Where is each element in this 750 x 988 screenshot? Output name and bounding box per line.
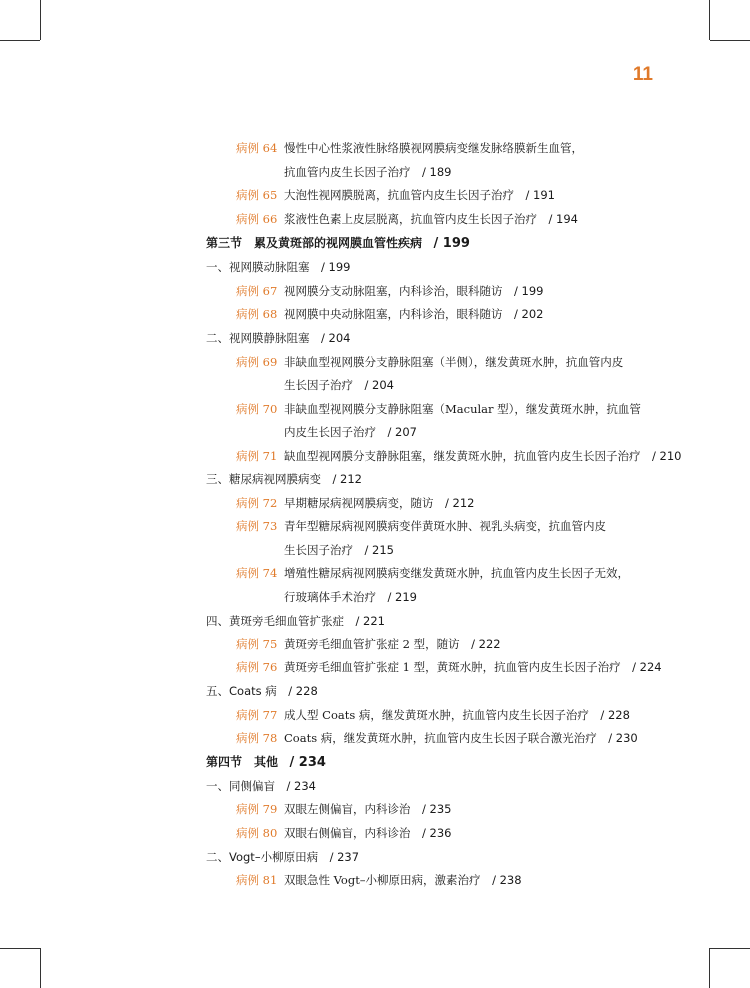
toc-case-entry[interactable] — [236, 355, 623, 369]
page-reference: / 234 — [286, 779, 316, 793]
page-reference: / 189 — [422, 165, 452, 179]
case-label: 病例 66 — [236, 212, 278, 226]
toc-case-entry[interactable] — [236, 566, 629, 580]
case-label: 病例 70 — [236, 402, 278, 416]
toc-case-entry[interactable] — [236, 660, 662, 674]
case-title: Coats 病，继发黄斑水肿，抗血管内皮生长因子联合激光治疗 — [284, 731, 597, 745]
case-label: 病例 74 — [236, 566, 278, 580]
toc-case-entry[interactable] — [236, 637, 501, 651]
page-reference: / 221 — [355, 614, 385, 628]
toc-case-entry[interactable] — [236, 731, 638, 745]
case-title: 双眼左侧偏盲，内科诊治 — [284, 802, 411, 816]
case-label: 病例 79 — [236, 802, 278, 816]
case-label: 病例 71 — [236, 449, 278, 463]
page-reference: / 228 — [600, 708, 630, 722]
toc-subsection-heading[interactable] — [206, 850, 359, 864]
case-title: 大泡性视网膜脱离，抗血管内皮生长因子治疗 — [284, 188, 514, 202]
toc-section-heading[interactable] — [206, 755, 326, 770]
page-reference: / 212 — [445, 496, 475, 510]
subsection-title: 四、黄斑旁毛细血管扩张症 — [206, 614, 344, 628]
subsection-title: 一、视网膜动脉阻塞 — [206, 260, 310, 274]
page-reference: / 191 — [525, 188, 555, 202]
case-title-continued: 生长因子治疗 — [284, 378, 353, 392]
case-title: 非缺血型视网膜分支静脉阻塞（Macular 型），继发黄斑水肿，抗血管 — [284, 402, 641, 416]
case-label: 病例 80 — [236, 826, 278, 840]
case-title: 双眼急性 Vogt–小柳原田病，激素治疗 — [284, 873, 481, 887]
page-reference: / 228 — [288, 684, 318, 698]
case-label: 病例 73 — [236, 519, 278, 533]
page-reference: / 236 — [422, 826, 452, 840]
case-title: 青年型糖尿病视网膜病变伴黄斑水肿、视乳头病变，抗血管内皮 — [284, 519, 606, 533]
toc-case-entry[interactable] — [236, 141, 583, 155]
case-title-continued: 生长因子治疗 — [284, 543, 353, 557]
toc-case-entry-continued[interactable] — [284, 425, 417, 439]
toc-subsection-heading[interactable] — [206, 331, 350, 345]
subsection-title: 一、同侧偏盲 — [206, 779, 275, 793]
page-reference: / 219 — [387, 590, 417, 604]
case-label: 病例 75 — [236, 637, 278, 651]
case-label: 病例 81 — [236, 873, 278, 887]
case-title: 缺血型视网膜分支静脉阻塞，继发黄斑水肿，抗血管内皮生长因子治疗 — [284, 449, 641, 463]
subsection-title: 五、Coats 病 — [206, 684, 277, 698]
section-title: 第三节 累及黄斑部的视网膜血管性疾病 — [206, 236, 423, 250]
case-title-continued: 内皮生长因子治疗 — [284, 425, 376, 439]
case-title-continued: 抗血管内皮生长因子治疗 — [284, 165, 411, 179]
toc-case-entry-continued[interactable] — [284, 165, 451, 179]
case-label: 病例 67 — [236, 284, 278, 298]
toc-case-entry[interactable] — [236, 449, 681, 463]
case-title: 视网膜分支动脉阻塞，内科诊治，眼科随访 — [284, 284, 503, 298]
case-label: 病例 78 — [236, 731, 278, 745]
page-reference: / 199 — [321, 260, 351, 274]
section-title: 第四节 其他 — [206, 755, 279, 769]
page-reference: / 202 — [514, 307, 544, 321]
page-reference: / 237 — [329, 850, 360, 864]
case-title-continued: 行玻璃体手术治疗 — [284, 590, 376, 604]
case-title: 早期糖尿病视网膜病变，随访 — [284, 496, 434, 510]
toc-subsection-heading[interactable] — [206, 684, 318, 698]
toc-case-entry[interactable] — [236, 802, 451, 816]
case-label: 病例 65 — [236, 188, 278, 202]
toc-case-entry-continued[interactable] — [284, 590, 417, 604]
case-label: 病例 76 — [236, 660, 278, 674]
toc-case-entry[interactable] — [236, 826, 451, 840]
subsection-title: 三、糖尿病视网膜病变 — [206, 472, 321, 486]
case-title: 慢性中心性浆液性脉络膜视网膜病变继发脉络膜新生血管， — [284, 141, 583, 155]
toc-subsection-heading[interactable] — [206, 260, 350, 274]
toc-case-entry[interactable] — [236, 402, 641, 416]
case-title: 增殖性糖尿病视网膜病变继发黄斑水肿，抗血管内皮生长因子无效， — [284, 566, 629, 580]
case-title: 黄斑旁毛细血管扩张症 1 型，黄斑水肿，抗血管内皮生长因子治疗 — [284, 660, 621, 674]
case-title: 成人型 Coats 病，继发黄斑水肿，抗血管内皮生长因子治疗 — [284, 708, 589, 722]
toc-case-entry-continued[interactable] — [284, 378, 394, 392]
page-reference: / 199 — [514, 284, 544, 298]
page-reference: / 207 — [387, 425, 417, 439]
toc-case-entry[interactable] — [236, 188, 555, 202]
toc-subsection-heading[interactable] — [206, 614, 385, 628]
page-reference: / 215 — [364, 543, 394, 557]
case-label: 病例 72 — [236, 496, 278, 510]
page-number: 11 — [632, 64, 653, 85]
page-reference: / 234 — [289, 755, 326, 770]
case-title: 视网膜中央动脉阻塞，内科诊治，眼科随访 — [284, 307, 503, 321]
page-reference: / 194 — [548, 212, 578, 226]
toc-section-heading[interactable] — [206, 236, 470, 251]
toc-case-entry[interactable] — [236, 284, 543, 298]
toc-case-entry[interactable] — [236, 212, 578, 226]
page-reference: / 204 — [364, 378, 394, 392]
toc-case-entry-continued[interactable] — [284, 543, 394, 557]
case-title: 浆液性色素上皮层脱离，抗血管内皮生长因子治疗 — [284, 212, 537, 226]
toc-subsection-heading[interactable] — [206, 779, 316, 793]
page-reference: / 210 — [652, 449, 682, 463]
toc-case-entry[interactable] — [236, 519, 606, 533]
toc-case-entry[interactable] — [236, 307, 543, 321]
case-title: 非缺血型视网膜分支静脉阻塞（半侧），继发黄斑水肿，抗血管内皮 — [284, 355, 624, 369]
page-reference: / 199 — [433, 236, 470, 251]
toc-case-entry[interactable] — [236, 708, 630, 722]
page-reference: / 212 — [332, 472, 362, 486]
toc-case-entry[interactable] — [236, 496, 474, 510]
page-reference: / 230 — [608, 731, 638, 745]
case-label: 病例 77 — [236, 708, 278, 722]
case-label: 病例 64 — [236, 141, 278, 155]
page-reference: / 238 — [492, 873, 522, 887]
page-reference: / 224 — [632, 660, 662, 674]
toc-case-entry[interactable] — [236, 873, 522, 887]
page-reference: / 204 — [321, 331, 351, 345]
subsection-title: 二、视网膜静脉阻塞 — [206, 331, 310, 345]
page-reference: / 222 — [471, 637, 501, 651]
case-label: 病例 69 — [236, 355, 278, 369]
toc-subsection-heading[interactable] — [206, 472, 362, 486]
subsection-title: 二、Vogt–小柳原田病 — [206, 850, 319, 864]
case-label: 病例 68 — [236, 307, 278, 321]
case-title: 双眼右侧偏盲，内科诊治 — [284, 826, 411, 840]
page-reference: / 235 — [422, 802, 452, 816]
case-title: 黄斑旁毛细血管扩张症 2 型，随访 — [284, 637, 460, 651]
